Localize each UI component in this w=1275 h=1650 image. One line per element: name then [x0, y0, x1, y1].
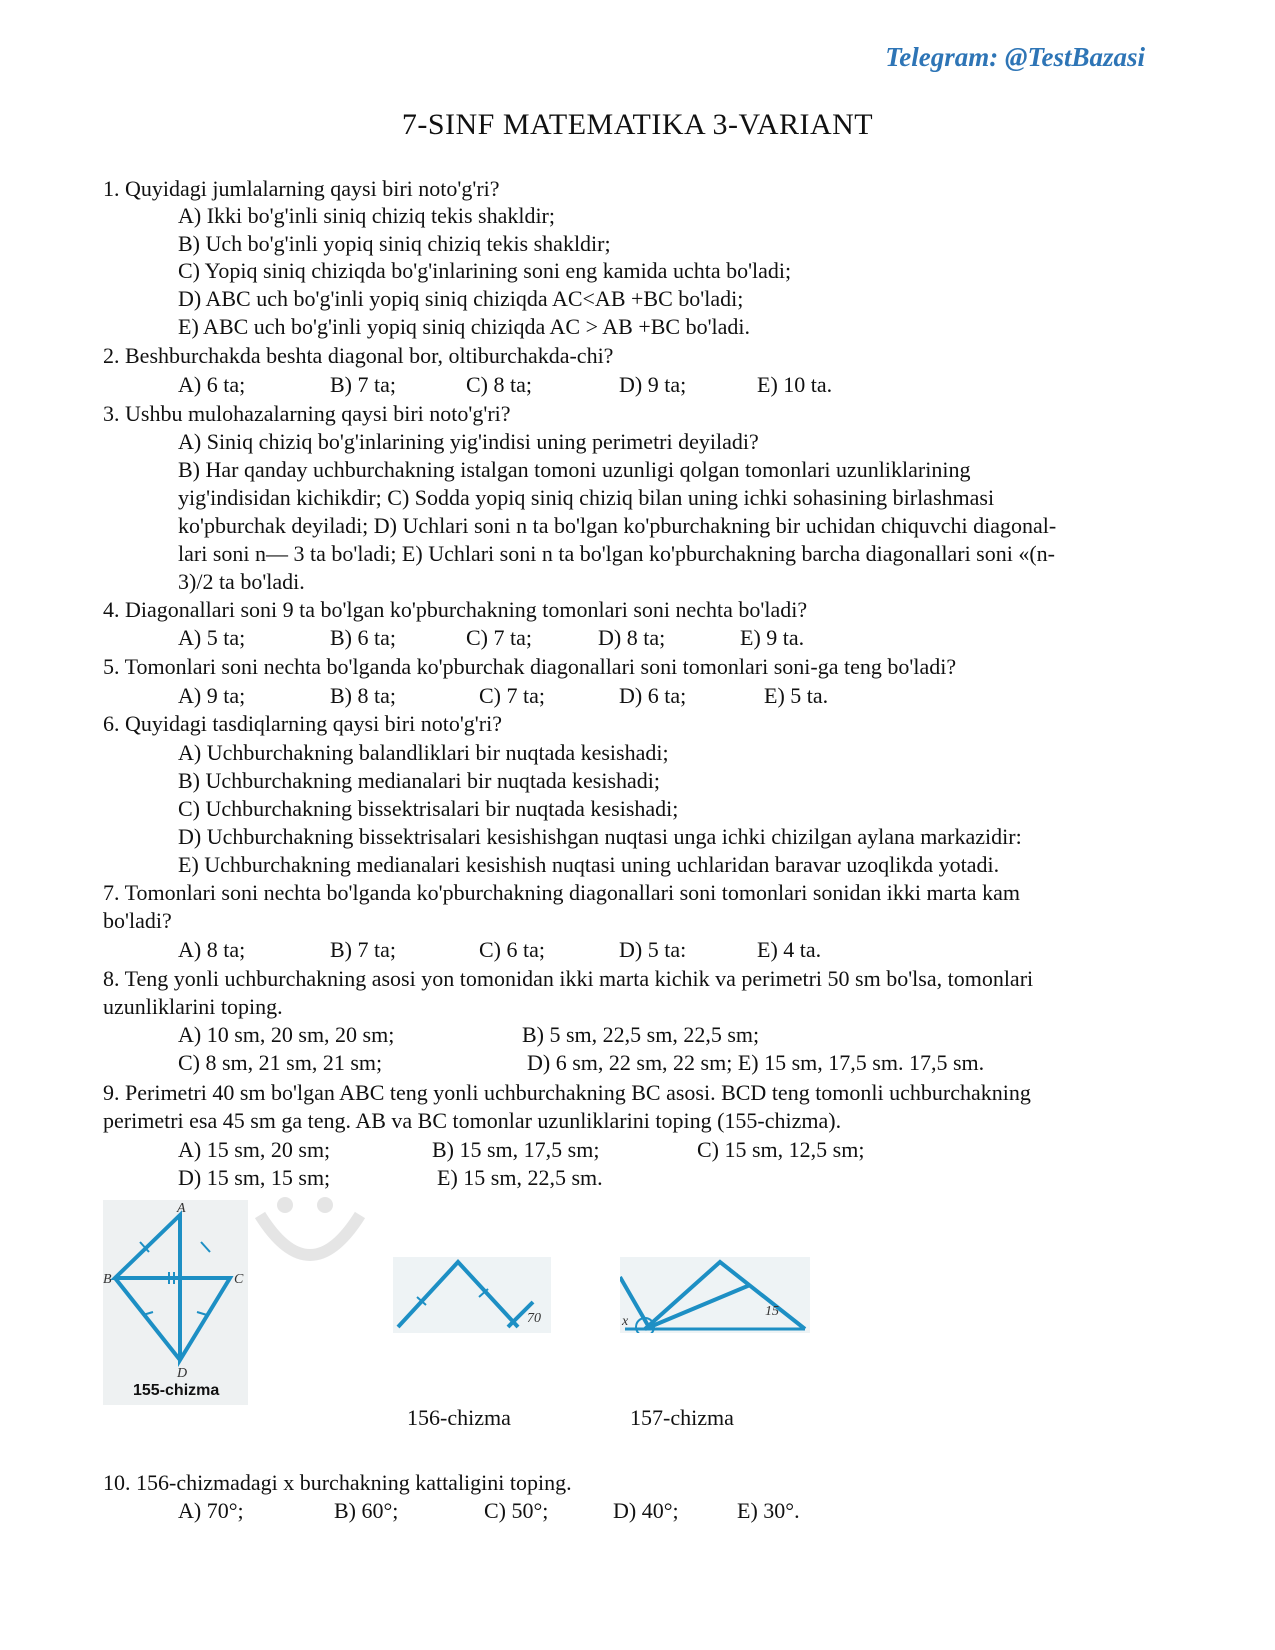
figure-156-drawing [393, 1257, 551, 1333]
page-title: 7-SINF MATEMATIKA 3-VARIANT [401, 108, 874, 141]
angle-label-15: 15 [765, 1304, 779, 1319]
q3-option-a: A) Siniq chiziq bo'g'inlarining yig'indisi uning perimetri deyiladi? [178, 429, 759, 454]
question-2: 2. Beshburchakda beshta diagonal bor, oltiburchakda-chi? [103, 343, 614, 368]
q9-option-c: C) 15 sm, 12,5 sm; [697, 1137, 865, 1162]
q4-option-b: B) 6 ta; [330, 625, 396, 650]
q4-option-c: C) 7 ta; [466, 625, 532, 650]
q7-option-b: B) 7 ta; [330, 937, 396, 962]
question-1: 1. Quyidagi jumlalarning qaysi biri noto'g'ri? [103, 176, 500, 201]
figure-157-drawing [620, 1257, 810, 1333]
question-9-cont: perimetri esa 45 sm ga teng. AB va BC tomonlar uzunliklarini toping (155-chizma). [103, 1108, 842, 1133]
q7-option-e: E) 4 ta. [757, 937, 822, 962]
q5-option-e: E) 5 ta. [764, 683, 829, 708]
q7-option-d: D) 5 ta: [619, 937, 687, 962]
q6-option-a: A) Uchburchakning balandliklari bir nuqtada kesishadi; [178, 740, 669, 765]
telegram-handle[interactable]: Telegram: @TestBazasi [885, 42, 1145, 72]
question-8-cont: uzunliklarini toping. [103, 994, 283, 1019]
angle-label-x: x [622, 1314, 629, 1329]
watermark-logo [240, 1185, 380, 1285]
question-7: 7. Tomonlari soni nechta bo'lganda ko'pburchakning diagonallari soni tomonlari sonidan ikki marta kam [103, 880, 1020, 905]
q9-option-e: E) 15 sm, 22,5 sm. [437, 1165, 603, 1190]
q10-option-c: C) 50°; [484, 1498, 549, 1523]
q5-option-c: C) 7 ta; [479, 683, 545, 708]
q1-option-b: B) Uch bo'g'inli yopiq siniq chiziq tekis shakldir; [178, 231, 611, 256]
figure-155-rhombus [103, 1200, 248, 1380]
q7-option-a: A) 8 ta; [178, 937, 246, 962]
q10-option-d: D) 40°; [613, 1498, 679, 1523]
q2-option-b: B) 7 ta; [330, 372, 396, 397]
question-5: 5. Tomonlari soni nechta bo'lganda ko'pburchak diagonallari soni tomonlari soni-ga teng bo'ladi? [103, 654, 957, 679]
label-b: B [103, 1272, 112, 1287]
label-d: D [177, 1366, 188, 1380]
q10-option-b: B) 60°; [334, 1498, 399, 1523]
q3-text-line-3: ko'pburchak deyiladi; D) Uchlari soni n ta bo'lgan ko'pburchakning bir uchidan chiquvchi diagonal- [178, 513, 1057, 538]
q7-option-c: C) 6 ta; [479, 937, 545, 962]
q3-text-line-4: lari soni n— 3 ta bo'ladi; E) Uchlari soni n ta bo'lgan ko'pburchakning barcha diagonallari soni «(n- [178, 541, 1056, 566]
q8-option-d-e: D) 6 sm, 22 sm, 22 sm; E) 15 sm, 17,5 sm. 17,5 sm. [527, 1050, 985, 1075]
question-7-cont: bo'ladi? [103, 908, 172, 933]
question-6: 6. Quyidagi tasdiqlarning qaysi biri noto'g'ri? [103, 711, 502, 736]
question-8: 8. Teng yonli uchburchakning asosi yon tomonidan ikki marta kichik va perimetri 50 sm bo'lsa, tomonlari [103, 966, 1034, 991]
question-3: 3. Ushbu mulohazalarning qaysi biri noto'g'ri? [103, 401, 511, 426]
q6-option-c: C) Uchburchakning bissektrisalari bir nuqtada kesishadi; [178, 796, 679, 821]
q2-option-d: D) 9 ta; [619, 372, 687, 397]
figure-156 [393, 1257, 551, 1333]
q6-option-b: B) Uchburchakning medianalari bir nuqtada kesishadi; [178, 768, 661, 793]
q5-option-a: A) 9 ta; [178, 683, 246, 708]
q4-option-e: E) 9 ta. [740, 625, 805, 650]
q2-option-e: E) 10 ta. [757, 372, 833, 397]
figure-155 [103, 1200, 248, 1405]
label-c: C [234, 1272, 244, 1287]
angle-label-70: 70 [527, 1311, 541, 1326]
figure-157 [620, 1257, 810, 1333]
q3-text-line-2: yig'indisidan kichikdir; C) Sodda yopiq siniq chiziq bilan uning ichki sohasining birlashmasi [178, 485, 995, 510]
q2-option-c: C) 8 ta; [466, 372, 532, 397]
q10-option-a: A) 70°; [178, 1498, 244, 1523]
question-10: 10. 156-chizmadagi x burchakning kattaligini toping. [103, 1470, 572, 1495]
q9-option-b: B) 15 sm, 17,5 sm; [432, 1137, 600, 1162]
q1-option-c: C) Yopiq siniq chiziqda bo'g'inlarining soni eng kamida uchta bo'ladi; [178, 258, 792, 283]
question-9: 9. Perimetri 40 sm bo'lgan ABC teng yonli uchburchakning BC asosi. BCD teng tomonli uchburchakning [103, 1080, 1031, 1105]
q9-option-d: D) 15 sm, 15 sm; [178, 1165, 331, 1190]
figure-156-caption: 156-chizma [407, 1405, 511, 1430]
q4-option-a: A) 5 ta; [178, 625, 246, 650]
q5-option-b: B) 8 ta; [330, 683, 396, 708]
q1-option-d: D) ABC uch bo'g'inli yopiq siniq chiziqda AC<AB +BC bo'ladi; [178, 286, 744, 311]
q9-option-a: A) 15 sm, 20 sm; [178, 1137, 331, 1162]
figure-155-caption: 155-chizma [133, 1382, 220, 1399]
question-4: 4. Diagonallari soni 9 ta bo'lgan ko'pburchakning tomonlari soni nechta bo'ladi? [103, 597, 808, 622]
q6-option-e: E) Uchburchakning medianalari kesishish nuqtasi uning uchlaridan baravar uzoqlikda yotadi. [178, 852, 1000, 877]
q3-text-line-5: 3)/2 ta bo'ladi. [178, 569, 305, 594]
q1-option-e: E) ABC uch bo'g'inli yopiq siniq chiziqda AC > AB +BC bo'ladi. [178, 314, 751, 339]
q8-option-b: B) 5 sm, 22,5 sm, 22,5 sm; [522, 1022, 760, 1047]
q2-option-a: A) 6 ta; [178, 372, 246, 397]
label-a: A [177, 1201, 186, 1216]
q3-text-line-1: B) Har qanday uchburchakning istalgan tomoni uzunligi qolgan tomonlari uzunliklarining [178, 457, 971, 482]
q10-option-e: E) 30°. [737, 1498, 800, 1523]
q4-option-d: D) 8 ta; [598, 625, 666, 650]
q8-option-a: A) 10 sm, 20 sm, 20 sm; [178, 1022, 395, 1047]
q8-option-c: C) 8 sm, 21 sm, 21 sm; [178, 1050, 383, 1075]
q6-option-d: D) Uchburchakning bissektrisalari kesishishgan nuqtasi unga ichki chizilgan aylana markazidir: [178, 824, 1022, 849]
q1-option-a: A) Ikki bo'g'inli siniq chiziq tekis shakldir; [178, 203, 555, 228]
q5-option-d: D) 6 ta; [619, 683, 687, 708]
figure-157-caption: 157-chizma [630, 1405, 734, 1430]
